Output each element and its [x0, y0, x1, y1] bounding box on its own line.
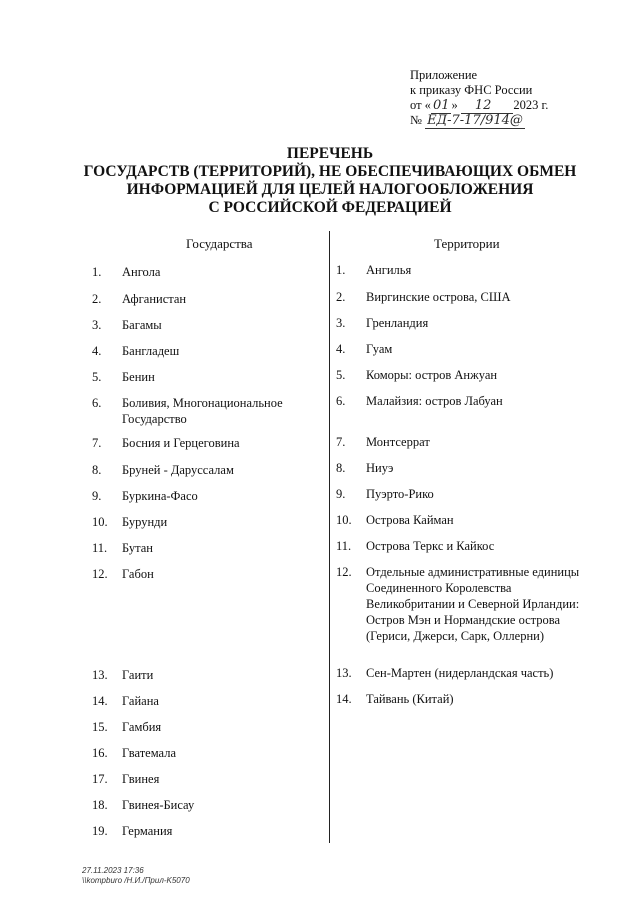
- page-title: [60, 145, 600, 217]
- row-number: 7.: [92, 436, 102, 450]
- state-name: Гамбия: [122, 720, 162, 734]
- date-year: 2023 г.: [513, 98, 549, 112]
- state-name: Бенин: [122, 370, 155, 384]
- appendix-block: [410, 68, 548, 128]
- row-number: 13.: [336, 666, 352, 680]
- territory-name: Коморы: остров Анжуан: [366, 368, 498, 382]
- footer-timestamp: 27.11.2023 17:36: [82, 866, 144, 875]
- state-name: Бангладеш: [122, 344, 180, 358]
- appendix-date: [410, 98, 548, 113]
- row-number: 12.: [336, 565, 352, 579]
- title-line-3: ИНФОРМАЦИЕЙ ДЛЯ ЦЕЛЕЙ НАЛОГООБЛОЖЕНИЯ: [126, 181, 534, 198]
- row-number: 2.: [92, 292, 102, 306]
- row-number: 7.: [336, 435, 346, 449]
- territory-name: Острова Кайман: [366, 513, 454, 527]
- row-number: 10.: [92, 515, 108, 529]
- date-mid: »: [451, 98, 461, 112]
- row-number: 5.: [92, 370, 102, 384]
- row-number: 18.: [92, 798, 108, 812]
- row-number: 1.: [336, 263, 346, 277]
- state-name: Габон: [122, 567, 154, 581]
- row-number: 6.: [336, 394, 346, 408]
- row-number: 4.: [336, 342, 346, 356]
- row-number: 13.: [92, 668, 108, 682]
- territory-name: Гренландия: [366, 316, 429, 330]
- title-line-4: С РОССИЙСКОЙ ФЕДЕРАЦИЕЙ: [208, 199, 452, 216]
- territory-name: Виргинские острова, США: [366, 290, 511, 304]
- states-header: Государства: [186, 236, 253, 251]
- state-name: Гаити: [122, 668, 154, 682]
- territory-name: Пуэрто-Рико: [366, 487, 434, 501]
- row-number: 3.: [92, 318, 102, 332]
- state-name: Боливия, Многонациональное Государство: [122, 396, 283, 426]
- state-name: Буркина-Фасо: [122, 489, 198, 503]
- row-number: 14.: [336, 692, 352, 706]
- column-divider: [329, 231, 330, 843]
- row-number: 15.: [92, 720, 108, 734]
- document-number: ЕД-7-17/914@: [427, 113, 523, 128]
- appendix-title: Приложение: [410, 68, 478, 82]
- row-number: 11.: [336, 539, 352, 553]
- state-name: Босния и Герцеговина: [122, 436, 240, 450]
- state-name: Гвинея: [122, 772, 160, 786]
- row-number: 9.: [336, 487, 346, 501]
- state-name: Бруней - Даруссалам: [122, 463, 234, 477]
- territories-header: Территории: [434, 236, 500, 251]
- state-name: Багамы: [122, 318, 162, 332]
- row-number: 4.: [92, 344, 102, 358]
- row-number: 6.: [92, 396, 102, 410]
- row-number: 8.: [92, 463, 102, 477]
- territory-name: Острова Теркс и Кайкос: [366, 539, 495, 553]
- row-number: 3.: [336, 316, 346, 330]
- footer-file-path: \\kompburo /Н.И./Прил-K5070: [82, 876, 190, 885]
- row-number: 2.: [336, 290, 346, 304]
- row-number: 16.: [92, 746, 108, 760]
- territory-name: Малайзия: остров Лабуан: [366, 394, 503, 408]
- territory-name: Ниуэ: [366, 461, 394, 475]
- state-name: Бурунди: [122, 515, 168, 529]
- state-name: Гвинея-Бисау: [122, 798, 195, 812]
- state-name: Афганистан: [122, 292, 187, 306]
- row-number: 5.: [336, 368, 346, 382]
- row-number: 14.: [92, 694, 108, 708]
- row-number: 8.: [336, 461, 346, 475]
- state-name: Гватемала: [122, 746, 176, 760]
- date-prefix: от «: [410, 98, 431, 112]
- title-line-1: ПЕРЕЧЕНЬ: [286, 145, 374, 162]
- territory-name: Ангилья: [366, 263, 412, 277]
- territory-name: Гуам: [366, 342, 393, 356]
- territory-name: Сен-Мартен (нидерландская часть): [366, 666, 554, 680]
- state-name: Бутан: [122, 541, 153, 555]
- date-month: 12: [461, 98, 514, 114]
- row-number: 10.: [336, 513, 352, 527]
- territory-name: Монтсеррат: [366, 435, 430, 449]
- territory-name: Отдельные административные единицы Соединенного Королевства Великобритании и Северной Ирландии: Остров Мэн и Нормандские острова (Гериси, Джерси, Сарк, Оллерни): [366, 565, 580, 643]
- territory-name: Тайвань (Китай): [366, 692, 454, 706]
- appendix-number: [410, 113, 548, 128]
- row-number: 19.: [92, 824, 108, 838]
- number-prefix: №: [410, 113, 422, 127]
- row-number: 1.: [92, 265, 102, 279]
- row-number: 17.: [92, 772, 108, 786]
- date-day: 01: [432, 98, 450, 113]
- footer-print-info: [82, 866, 190, 886]
- row-number: 9.: [92, 489, 102, 503]
- row-number: 12.: [92, 567, 108, 581]
- title-line-2: ГОСУДАРСТВ (ТЕРРИТОРИЙ), НЕ ОБЕСПЕЧИВАЮЩИХ ОБМЕН: [83, 163, 577, 180]
- state-name: Гайана: [122, 694, 159, 708]
- state-name: Германия: [122, 824, 173, 838]
- state-name: Ангола: [122, 265, 161, 279]
- appendix-order-ref: к приказу ФНС России: [410, 83, 533, 97]
- row-number: 11.: [92, 541, 108, 555]
